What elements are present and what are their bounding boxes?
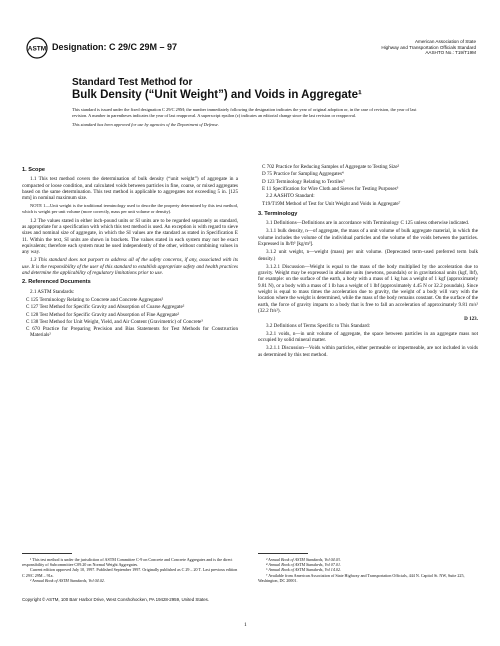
section-heading-referenced-documents: 2. Referenced Documents	[22, 279, 91, 286]
reference-t19: T19/T19M Method of Test for Unit Weight and Voids in Aggregate⁷	[262, 201, 401, 208]
footnote-1: ¹ This test method is under the jurisdiction of ASTM Committee C-9 on Concrete and Concrete Aggregates and is the direct responsibility of Subcommittee C09.20 on Normal Weight Aggregates.	[22, 557, 233, 568]
dod-approval: This standard has been approved for use by agencies of the Department of Defense.	[72, 122, 219, 128]
paragraph-1-3: 1.3 This standard does not purport to address all of the safety concerns, if any, associated with its use. It is the responsibility of the user of this standard to establish appropriate safety and health practices and determine the applicability of regulatory limitations prior to use.	[22, 257, 238, 277]
footnote-2: ² Annual Book of ASTM Standards, Vol 04.02.	[30, 577, 105, 583]
footnote-rule-right	[258, 553, 308, 554]
source-d123: D 123.	[464, 316, 478, 323]
title-line1: Standard Test Method for	[72, 77, 193, 88]
paragraph-2-2: 2.2 AASHTO Standard:	[266, 193, 315, 200]
document-title	[72, 77, 362, 101]
page-number: 1	[244, 622, 247, 628]
footnotes-right	[258, 557, 478, 583]
paragraph-3-2-1-1: 3.2.1.1 Discussion—Voids within particles, either permeable or impermeable, are not included in voids as determined by this test method.	[258, 345, 478, 358]
reference-c128: C 128 Test Method for Specific Gravity and Absorption of Fine Aggregate²	[26, 311, 180, 318]
footnote-rule-left	[22, 553, 72, 554]
footnote-3: ³ Annual Book of ASTM Standards, Vol 04.03.	[266, 557, 341, 562]
footnote-5: ⁵ Annual Book of ASTM Standards, Vol 14.02.	[266, 567, 342, 573]
reference-c138: C 138 Test Method for Unit Weight, Yield, and Air Content (Gravimetric) of Concrete³	[26, 318, 203, 325]
designation: Designation: C 29/C 29M – 97	[52, 42, 178, 52]
aashto-number: AASHTO No.: T19/T19M	[425, 50, 476, 56]
copyright-line: Copyright © ASTM, 100 Barr Harbor Drive, West Conshohocken, PA 19428-2959, United States.	[22, 597, 210, 602]
astm-logo	[26, 37, 48, 59]
issuance-paragraph: This standard is issued under the fixed designation C 29/C 29M; the number immediately following the designation indicates the year of original adoption or, in the case of revision, the year of last revision. A number in parentheses indicates the year of last reapproval. A superscript epsilon (ε) indicates an editorial change since the last revision or reapproval.	[72, 107, 417, 118]
left-column	[22, 164, 238, 340]
title-line2: Bulk Density (“Unit Weight”) and Voids in Aggregate¹	[72, 89, 362, 101]
paragraph-3-2: 3.2 Definitions of Terms Specific to This Standard:	[266, 322, 371, 329]
paragraph-1-1: 1.1 This test method covers the determination of bulk density (“unit weight”) of aggregate in a compacted or loose condition, and calculated voids between particles in fine, coarse, or mixed aggregates based on the same determination. This test method is applicable to aggregates not exceeding 5 in. [125 mm] in nominal maximum size.	[22, 176, 238, 202]
reference-c702: C 702 Practice for Reducing Samples of Aggregate to Testing Size²	[262, 164, 400, 170]
reference-e11: E 11 Specification for Wire Cloth and Sieves for Testing Purposes⁶	[262, 185, 399, 192]
reference-d123: D 123 Terminology Relating to Textiles⁵	[262, 178, 345, 185]
aashto-header	[381, 39, 476, 56]
footnotes-left	[22, 557, 238, 583]
paragraph-3-1-2: 3.1.2 unit weight, n—weight (mass) per unit volume. (Deprecated term–used preferred term bulk density.)	[258, 249, 478, 262]
footnote-4: ⁴ Annual Book of ASTM Standards, Vol 07.01.	[266, 562, 342, 568]
reference-c670: C 670 Practice for Preparing Precision and Bias Statements for Test Methods for Construction Materials²	[26, 326, 238, 339]
paragraph-3-1: 3.1 Definitions—Definitions are in accordance with Terminology C 125 unless otherwise indicated.	[266, 220, 470, 227]
footnote-7: ⁷ Available from American Association of State Highway and Transportation Officials, 444 N. Capitol St. NW, Suite 225, Washington, DC 20001.	[258, 572, 465, 583]
footnote-1-edition: Current edition approved July 10, 1997. Published September 1997. Originally published as C 29 – 20 T. Last previous edition C 29/C 29M – 91a.	[22, 567, 238, 578]
section-heading-terminology: 3. Terminology	[258, 210, 298, 217]
reference-c125: C 125 Terminology Relating to Concrete and Concrete Aggregates²	[26, 296, 164, 303]
issuance-note	[72, 107, 432, 132]
paragraph-3-1-2-1: 3.1.2.1 Discussion—Weight is equal to the mass of the body multiplied by the acceleration due to gravity. Weight may be expressed in absolute units (newtons, poundals) or in gravitational units (kgf, lbf), for example: on the surface of the earth, a body with a mass of 1 kg has a weight of 1 kgf (approximately 9.81 N), or a body with a mass of 1 lb has a weight of 1 lbf (approximately 4.45 N or 32.2 poundals). Since weight is equal to mass times the acceleration due to gravity, the weight of a body will vary with the location where the weight is determined, while the mass of the body remains constant. On the surface of the earth, the force of gravity imparts to a body that is free to fall an acceleration of approximately 9.81 m/s² (32.2 ft/s²).	[258, 263, 478, 314]
paragraph-1-2: 1.2 The values stated in either inch-pound units or SI units are to be regarded separately as standard, as appropriate for a specification with which this test method is used. An exception is with regard to sieve sizes and nominal size of aggregate, in which the SI values are the standard as stated in Specification E 11. Within the text, SI units are shown in brackets. The values stated in each system may not be exact equivalents; therefore each system must be used independently of the other, without combining values in any way.	[22, 217, 238, 256]
note-1: NOTE 1—Unit weight is the traditional terminology used to describe the property determined by this test method, which is weight per unit volume (more correctly, mass per unit volume or density).	[22, 203, 238, 215]
paragraph-3-1-1: 3.1.1 bulk density, n—of aggregate, the mass of a unit volume of bulk aggregate material, in which the volume includes the volume of the individual particles and the volume of the voids between the particles. Expressed in lb/ft³ [kg/m³].	[258, 228, 478, 247]
svg-text:ASTM: ASTM	[27, 45, 47, 53]
paragraph-2-1: 2.1 ASTM Standards:	[30, 288, 75, 295]
paragraph-3-2-1: 3.2.1 voids, n—in unit volume of aggregate, the space between particles in an aggregate mass not occupied by solid mineral matter.	[258, 330, 478, 344]
reference-d75: D 75 Practice for Sampling Aggregates⁴	[262, 171, 344, 178]
aashto-line: Highway and Transportation Officials Standard	[381, 44, 476, 50]
aashto-line: American Association of State	[414, 39, 476, 44]
reference-c127: C 127 Test Method for Specific Gravity and Absorption of Coarse Aggregate²	[26, 304, 185, 311]
section-heading-scope: 1. Scope	[22, 167, 46, 173]
right-column	[258, 164, 478, 360]
